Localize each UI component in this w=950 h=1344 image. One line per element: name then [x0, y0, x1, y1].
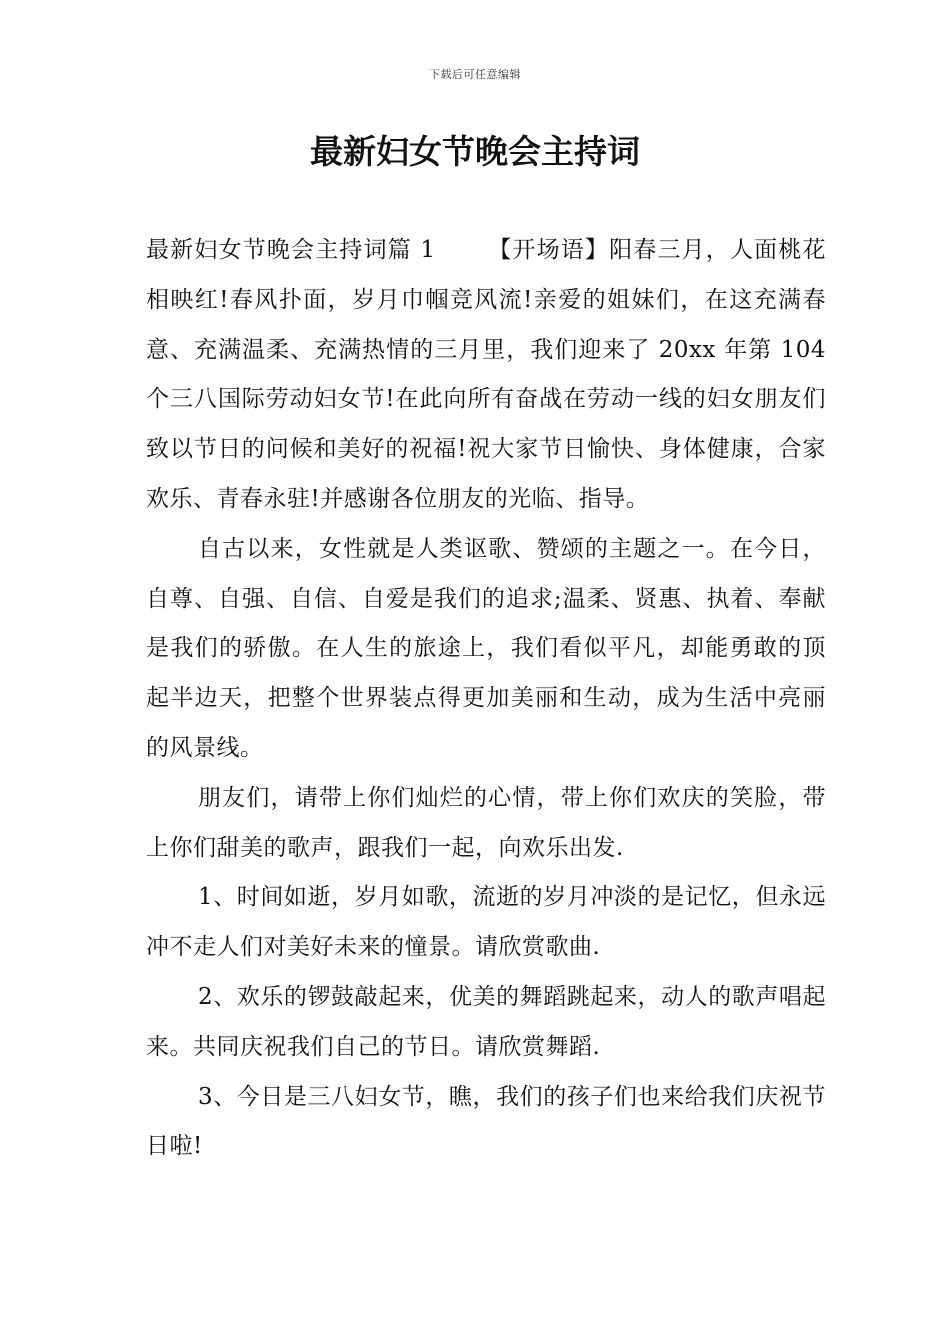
document-body [146, 226, 826, 1172]
body-paragraph: 自古以来，女性就是人类讴歌、赞颂的主题之一。在今日，自尊、自强、自信、自爱是我们的追求;温柔、贤惠、执着、奉献是我们的骄傲。在人生的旅途上，我们看似平凡，却能勇敢的顶起半边天，把整个世界装点得更加美丽和生动，成为生活中亮丽的风景线。 [146, 535, 826, 761]
section-label: 最新妇女节晚会主持词篇 1 [146, 237, 436, 263]
body-paragraph: 1、时间如逝，岁月如歌，流逝的岁月冲淡的是记忆，但永远冲不走人们对美好未来的憧景。请欣赏歌曲. [146, 884, 826, 961]
page-header-note: 下载后可任意编辑 [429, 68, 521, 81]
body-paragraph: 3、今日是三八妇女节，瞧，我们的孩子们也来给我们庆祝节日啦! [146, 1083, 826, 1160]
intro-text: 【开场语】阳春三月，人面桃花相映红!春风扑面，岁月巾帼竞风流!亲爱的姐妹们，在这充满春意、充满温柔、充满热情的三月里，我们迎来了 20xx 年第 104 个三八国际劳动妇女节!在此向所有奋战在劳动一线的妇女朋友们致以节日的问候和美好的祝福!祝大家节日愉快、身体健康，合家欢乐、青春永驻!并感谢各位朋友的光临、指导。 [146, 237, 826, 512]
body-paragraph: 2、欢乐的锣鼓敲起来，优美的舞蹈跳起来，动人的歌声唱起来。共同庆祝我们自己的节日。请欣赏舞蹈. [146, 983, 826, 1060]
document-title: 最新妇女节晚会主持词 [310, 132, 640, 171]
intro-paragraph [146, 226, 826, 525]
body-paragraph: 朋友们，请带上你们灿烂的心情，带上你们欢庆的笑脸，带上你们甜美的歌声，跟我们一起，向欢乐出发. [146, 784, 826, 861]
